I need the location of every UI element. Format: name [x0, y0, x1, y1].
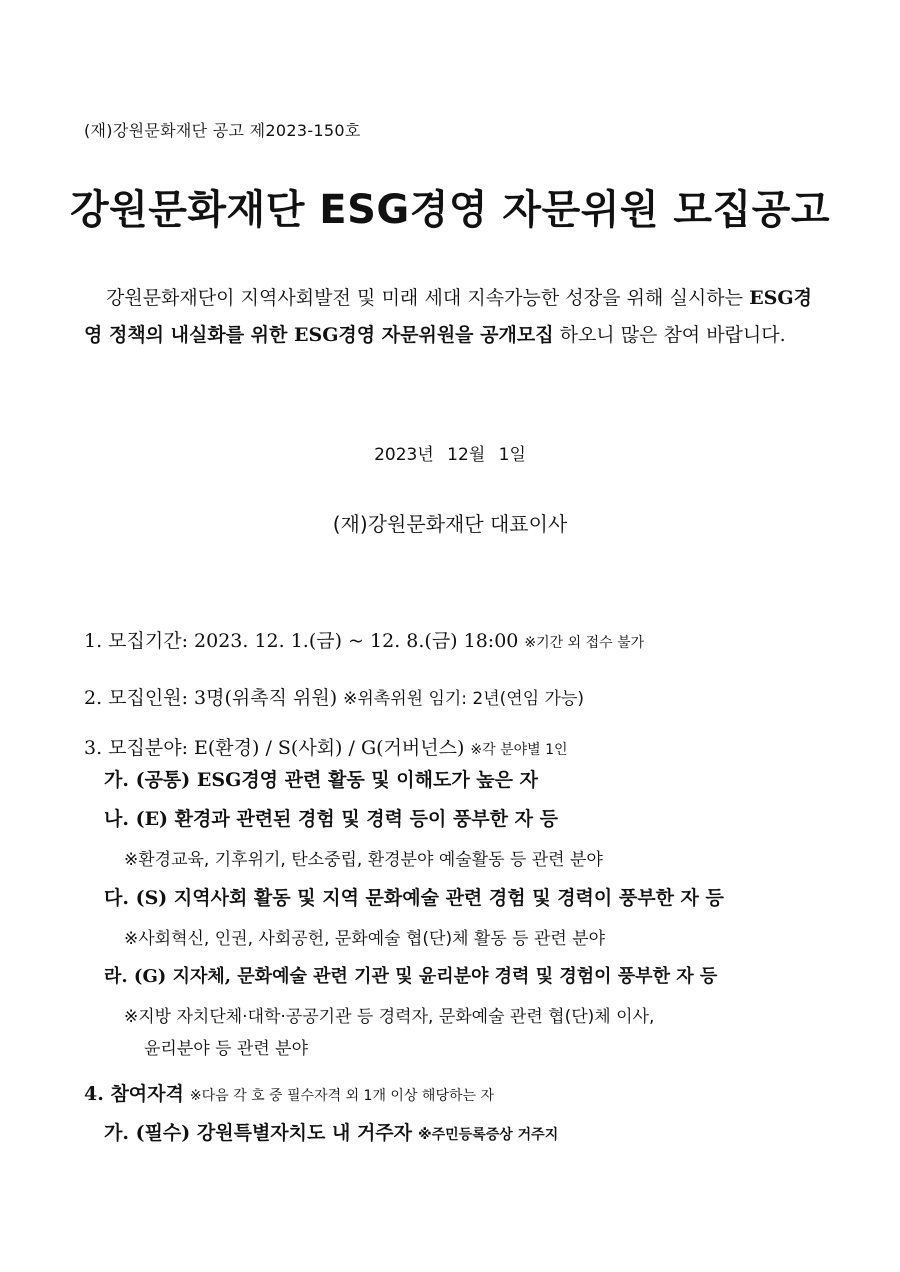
- field-item-governance: 라. (G) 지자체, 문화예술 관련 기관 및 윤리분야 경력 및 경험이 풍부한 자 등: [104, 966, 718, 987]
- section-headcount: [84, 683, 584, 710]
- field-item-governance-note-2: 윤리분야 등 관련 분야: [144, 1039, 309, 1059]
- field-item-common: 가. (공통) ESG경영 관련 활동 및 이해도가 높은 자: [104, 769, 538, 791]
- field-item-governance-note-1: ※지방 자치단체·대학·공공기관 등 경력자, 문화예술 관련 협(단)체 이사,: [124, 1007, 655, 1027]
- intro-text-1: 강원문화재단이 지역사회발전 및 미래 세대 지속가능한 성장을 위해 실시하는: [106, 287, 750, 309]
- page-title: 강원문화재단 ESG경영 자문위원 모집공고: [70, 187, 830, 233]
- field-item-environment-note: ※환경교육, 기후위기, 탄소중립, 환경분야 예술활동 등 관련 분야: [124, 850, 603, 870]
- section-fields-note: ※각 분야별 1인: [470, 742, 568, 758]
- section-eligibility-label: 4. 참여자격: [84, 1083, 184, 1105]
- notice-date: 2023년 12월 1일: [374, 445, 526, 465]
- section-fields-label: 3. 모집분야: E(환경) / S(사회) / G(거버넌스): [84, 737, 465, 759]
- field-item-social: 다. (S) 지역사회 활동 및 지역 문화예술 관련 경험 및 경력이 풍부한 자 등: [104, 887, 724, 909]
- intro-text-bold: ESG경영 정책의 내실화를 위한 ESG경영 자문위원을 공개모집: [84, 287, 812, 346]
- section-period: [84, 626, 644, 653]
- signatory: (재)강원문화재단 대표이사: [332, 512, 568, 536]
- intro-text-2: 하오니 많은 참여 바랍니다.: [553, 324, 786, 346]
- section-headcount-note: ※위촉위원 임기: 2년(연임 가능): [343, 689, 585, 709]
- eligibility-item-required: [104, 1118, 558, 1145]
- field-item-social-note: ※사회혁신, 인권, 사회공헌, 문화예술 협(단)체 활동 등 관련 분야: [124, 929, 606, 949]
- section-headcount-label: 2. 모집인원: 3명(위촉직 위원): [84, 687, 338, 709]
- field-item-environment: 나. (E) 환경과 관련된 경험 및 경력 등이 풍부한 자 등: [104, 808, 558, 830]
- section-period-label: 1. 모집기간: 2023. 12. 1.(금) ~ 12. 8.(금) 18:00: [84, 630, 519, 652]
- section-period-note: ※기간 외 접수 불가: [524, 635, 645, 651]
- intro-paragraph: [84, 280, 812, 354]
- section-eligibility-note: ※다음 각 호 중 필수자격 외 1개 이상 해당하는 자: [189, 1088, 494, 1104]
- section-fields: [84, 733, 568, 760]
- notice-number: (재)강원문화재단 공고 제2023-150호: [84, 121, 361, 140]
- section-eligibility: [84, 1079, 494, 1106]
- eligibility-item-required-label: 가. (필수) 강원특별자치도 내 거주자: [104, 1122, 413, 1144]
- eligibility-item-required-note: ※주민등록증상 거주지: [418, 1127, 559, 1143]
